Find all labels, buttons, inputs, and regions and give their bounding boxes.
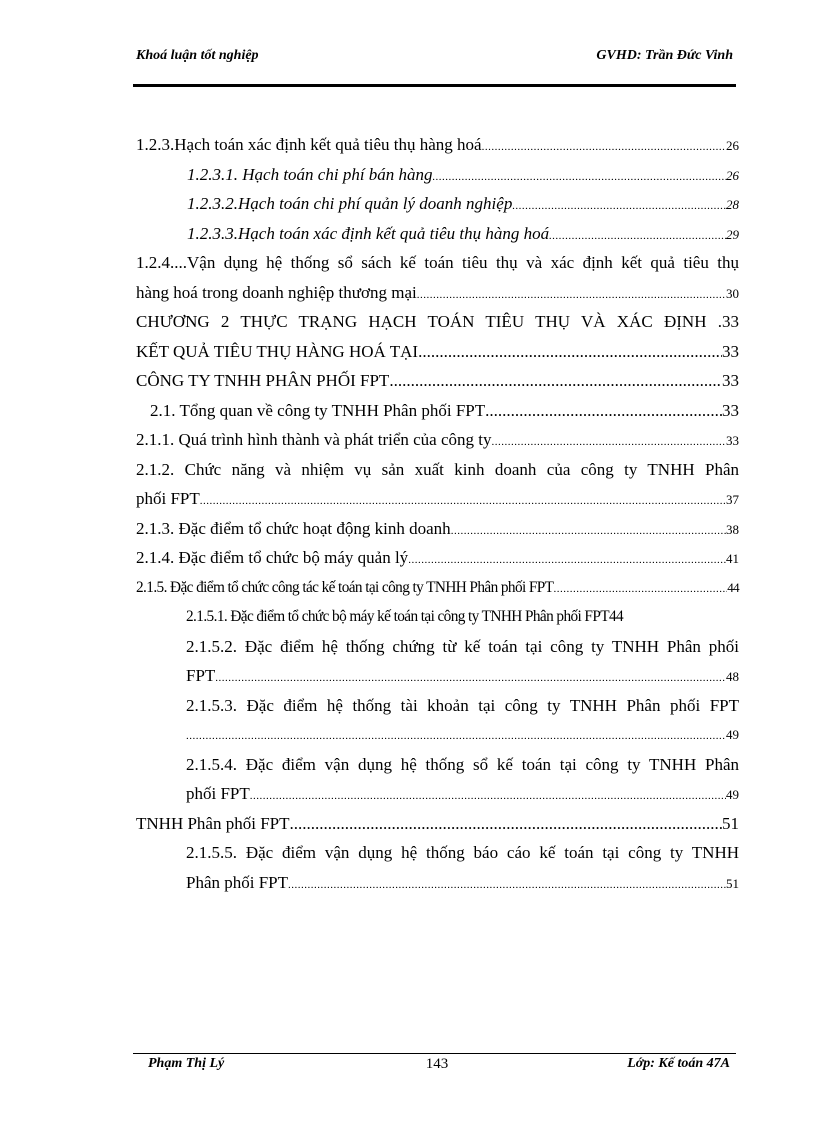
toc-page-number: 51 — [726, 875, 739, 891]
toc-leader — [485, 396, 722, 426]
toc-page-number: 30 — [726, 285, 739, 301]
toc-leader — [549, 222, 726, 252]
toc-entry-text: 2.1.5.5. Đặc điểm vận dụng hệ thống báo cáo kế toán tại công ty TNHH — [186, 843, 739, 862]
toc-entry-text: 2.1.3. Đặc điểm tổ chức hoạt động kinh doanh — [136, 518, 451, 538]
toc-entry-text: 2.1.2. Chức năng và nhiệm vụ sản xuất kinh doanh của công ty TNHH Phân — [136, 459, 739, 479]
toc-page-number: 37 — [726, 492, 739, 507]
toc-leader — [200, 487, 726, 517]
toc-entry-text: 1.2.3.3.Hạch toán xác định kết quả tiêu thụ hàng hoá — [187, 223, 550, 243]
toc-page-number: 33 — [722, 341, 739, 361]
toc-leader — [482, 133, 726, 163]
toc-page-number: 49 — [726, 787, 739, 802]
toc-entry-text: 2.1.4. Đặc điểm tổ chức bộ máy quản lý — [136, 548, 409, 567]
toc-entry-text-cont: FPT — [186, 666, 216, 685]
toc-entry-text-cont: hàng hoá trong doanh nghiệp thương mại — [136, 282, 417, 302]
toc-page-number: 26 — [726, 167, 739, 183]
toc-entry-text: 2.1.5.1. Đặc điểm tổ chức bộ máy kế toán tại công ty TNHH Phân phối FPT44 — [186, 608, 624, 625]
header-title-left: Khoá luận tốt nghiệp — [136, 48, 259, 63]
toc-page-number: 51 — [722, 813, 739, 833]
toc-entry-chapter-2-line-3[interactable] — [136, 366, 739, 396]
toc-entry-text-cont: Phân phối FPT — [186, 872, 289, 892]
toc-entry-1-2-4[interactable] — [136, 248, 739, 307]
toc-entry-text: 2.1.5.2. Đặc điểm hệ thống chứng từ kế toán tại công ty TNHH Phân phối — [186, 636, 739, 656]
toc-leader — [289, 809, 722, 839]
page-number: 143 — [425, 1056, 449, 1072]
toc-entry-chapter-2-line-2[interactable] — [136, 337, 739, 367]
toc-entry-text: 1.2.3.Hạch toán xác định kết quả tiêu thụ hàng hoá — [136, 135, 482, 154]
toc-page-number: 44 — [727, 579, 739, 595]
footer-class: Lớp: Kế toán 47A — [627, 1056, 730, 1071]
toc-page-number: 26 — [726, 138, 739, 153]
toc-leader — [215, 664, 726, 694]
toc-entry-text-cont: phối FPT — [186, 784, 250, 803]
toc-entry-text: TNHH Phân phối FPT — [136, 813, 290, 833]
toc-entry-1-2-3-1[interactable] — [136, 160, 739, 190]
toc-leader — [553, 575, 727, 605]
toc-entry-text: CÔNG TY TNHH PHÂN PHỐI FPT — [136, 371, 390, 390]
toc-entry-2-1-4[interactable] — [136, 543, 739, 573]
toc-entry-text: 2.1.5. Đặc điểm tổ chức công tác kế toán tại công ty TNHH Phân phối FPT — [136, 578, 554, 596]
toc-leader — [186, 722, 726, 752]
toc-entry-text: 1.2.4....Vận dụng hệ thống sổ sách kế toán tiêu thụ và xác định kết quả tiêu thụ — [136, 253, 739, 272]
footer-divider — [133, 1053, 736, 1054]
toc-page-number: 41 — [726, 551, 739, 566]
toc-leader — [389, 366, 722, 396]
header-supervisor: GVHD: Trần Đức Vinh — [596, 48, 733, 63]
toc-leader — [451, 517, 726, 547]
toc-leader — [408, 546, 726, 576]
footer-author: Phạm Thị Lý — [148, 1056, 225, 1071]
toc-leader — [417, 281, 726, 311]
toc-entry-text: 2.1.5.3. Đặc điểm hệ thống tài khoản tại công ty TNHH Phân phối FPT — [186, 695, 739, 715]
toc-entry-text: 1.2.3.1. Hạch toán chi phí bán hàng — [187, 164, 433, 184]
toc-entry-text: KẾT QUẢ TIÊU THỤ HÀNG HOÁ TẠI — [136, 341, 419, 361]
toc-entry-2-1-5[interactable] — [136, 573, 739, 603]
header-divider — [133, 84, 736, 87]
toc-page-number: 33 — [726, 433, 739, 448]
toc-page-number: 28 — [726, 197, 739, 212]
toc-entry-2-1-5-3[interactable] — [136, 691, 739, 750]
toc-entry-2-1[interactable] — [136, 396, 739, 426]
toc-entry-text: 2.1.5.4. Đặc điểm vận dụng hệ thống sổ kế toán tại công ty TNHH Phân — [186, 754, 739, 774]
toc-entry-tnhh-fpt[interactable] — [136, 809, 739, 839]
toc-entry-1-2-3[interactable] — [136, 130, 739, 160]
toc-entry-1-2-3-3[interactable] — [136, 219, 739, 249]
toc-entry-2-1-5-4[interactable] — [136, 750, 739, 809]
toc-entry-2-1-1[interactable] — [136, 425, 739, 455]
toc-entry-chapter-2[interactable] — [136, 307, 739, 337]
toc-entry-text-cont: phối FPT — [136, 489, 200, 508]
toc-entry-2-1-5-1[interactable] — [136, 602, 739, 632]
toc-entry-2-1-5-2[interactable] — [136, 632, 739, 691]
toc-entry-2-1-3[interactable] — [136, 514, 739, 544]
toc-entry-text: 1.2.3.2.Hạch toán chi phí quản lý doanh nghiệp — [187, 194, 513, 213]
toc-page-number: 29 — [726, 226, 739, 242]
toc-leader — [512, 192, 726, 222]
toc-page-number: 33 — [722, 400, 739, 420]
toc-page-number: 38 — [726, 521, 739, 537]
toc-entry-2-1-2[interactable] — [136, 455, 739, 514]
toc-entry-text: 2.1.1. Quá trình hình thành và phát triển của công ty — [136, 430, 492, 449]
toc-leader — [250, 782, 726, 812]
toc-page-number: 33 — [722, 371, 739, 390]
toc-entry-text: 2.1. Tổng quan về công ty TNHH Phân phối FPT — [150, 400, 486, 420]
toc-entry-2-1-5-5[interactable] — [136, 838, 739, 897]
toc-leader — [288, 871, 726, 901]
toc-leader — [418, 337, 722, 367]
table-of-contents — [136, 130, 739, 897]
toc-leader — [433, 163, 726, 193]
toc-entry-text: CHƯƠNG 2 THỰC TRẠNG HẠCH TOÁN TIÊU THỤ VÀ XÁC ĐỊNH .33 — [136, 312, 739, 331]
toc-page-number: 49 — [726, 727, 739, 742]
toc-leader — [492, 428, 727, 458]
toc-entry-1-2-3-2[interactable] — [136, 189, 739, 219]
toc-page-number: 48 — [726, 669, 739, 684]
